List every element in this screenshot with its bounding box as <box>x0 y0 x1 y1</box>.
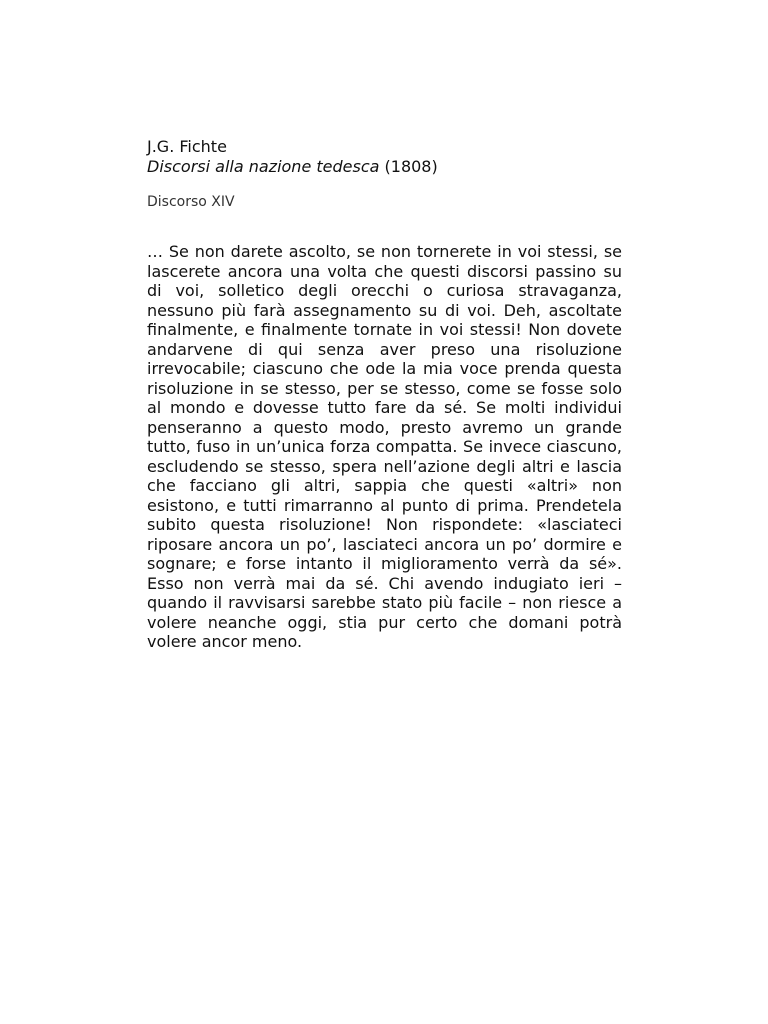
body-paragraph: … Se non darete ascolto, se non tornerete in voi stessi, se lascerete ancora una volta che questi discorsi passino su di voi, solletico degli orecchi o curiosa stravaganza, nessuno più farà assegnamento su di voi. Deh, ascoltate finalmente, e finalmente tornate in voi stessi! Non dovete andarvene di qui senza aver preso una risoluzione irrevocabile; ciascuno che ode la mia voce prenda questa risoluzione in se stesso, per se stesso, come se fosse solo al mondo e dovesse tutto fare da sé. Se molti individui penseranno a questo modo, presto avremo un grande tutto, fuso in un’unica forza compatta. Se invece ciascuno, escludendo se stesso, spera nell’azione degli altri e lascia che facciano gli altri, sappia che questi «altri» non esistono, e tutti rimarranno al punto di prima. Prendetela subito questa risoluzione! Non rispondete: «lasciateci riposare ancora un po’, lasciateci ancora un po’ dormire e sognare; e forse intanto il miglioramento verrà da sé». Esso non verrà mai da sé. Chi avendo indugiato ieri – quando il ravvisarsi sarebbe stato più facile – non riesce a volere neanche oggi, stia pur certo che domani potrà volere ancor meno. <box>147 242 622 651</box>
work-title-line <box>147 157 438 177</box>
publication-year: (1808) <box>384 157 438 176</box>
author-name: J.G. Fichte <box>147 137 227 156</box>
section-heading: Discorso XIV <box>147 194 235 210</box>
work-title: Discorsi alla nazione tedesca <box>147 157 380 176</box>
